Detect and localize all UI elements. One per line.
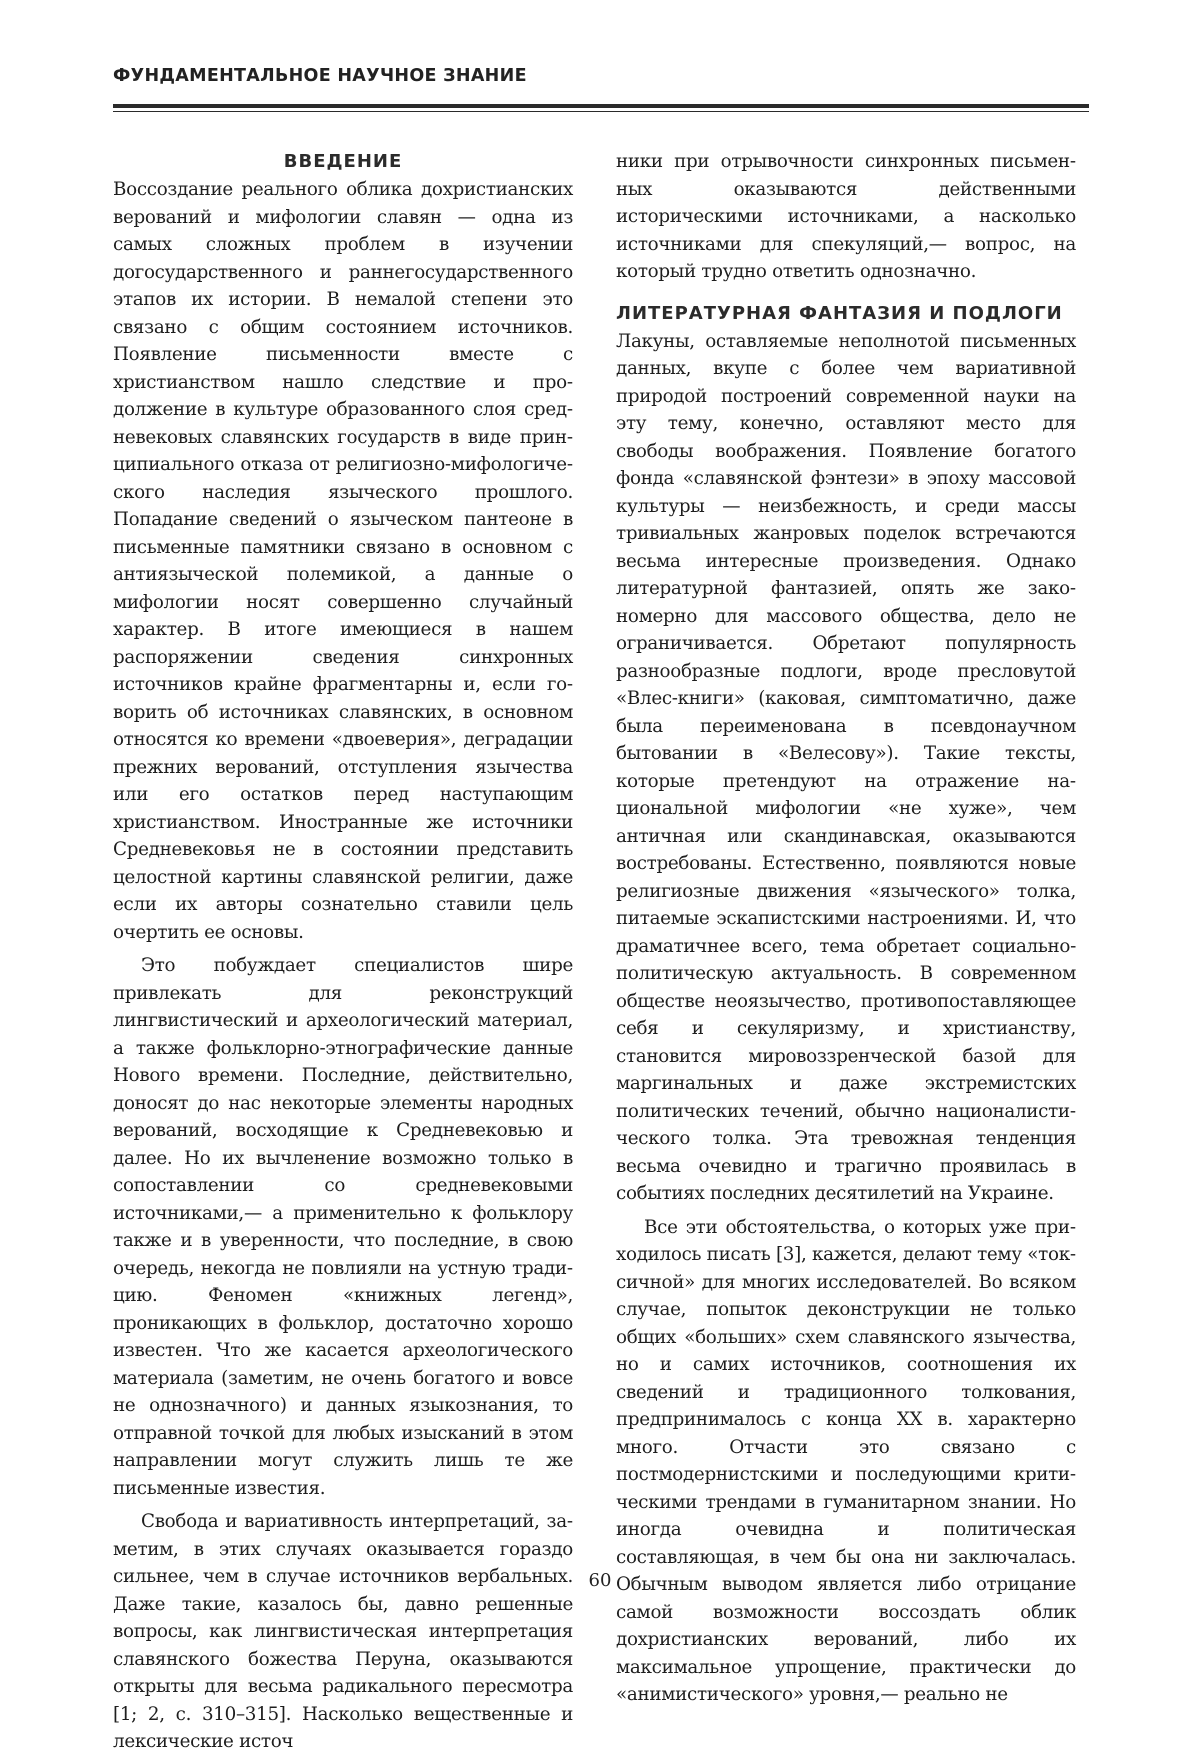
paragraph: Лакуны, оставляемые неполнотой письменных данных, вкупе с более чем вариативной природой построений современной науки на эту тему, конечно, оставляют место для свободы воображения. Появление богатого фонда «славянской фэнтези» в эпоху массовой культуры — неизбежность, и среди массы тривиальных жанровых поделок встречаются весьма интересные произведения. Однако литературной фантазией, опять же закономерно для массового общества, дело не ограничивается. Обретают популярность разнообразные подлоги, вроде пресловутой «Влес-книги» (каковая, симптоматично, даже была переименована в псевдонаучном бытовании в «Велесову»). Такие тексты, которые претендуют на отражение национальной мифологии «не хуже», чем античная или скандинавская, оказываются востребованы. Естественно, появляются новые религиозные движения «языческого» толка, питаемые эскапистскими настроениями. И, что драматичнее всего, тема обретает социально-политическую актуальность. В современном обществе неоязычество, противопоставляющее себя и секуляризму, и христианству, становится мировоззренческой базой для маргинальных и даже экстремистских политических течений, обычно националистического толка. Эта тревожная тенденция весьма очевидно и трагично проявилась в событиях последних десятилетий на Украине. (616, 330, 1076, 1204)
running-head: ФУНДАМЕНТАЛЬНОЕ НАУЧНОЕ ЗНАНИЕ (113, 66, 527, 86)
section-heading-literary-fantasy: ЛИТЕРАТУРНАЯ ФАНТАЗИЯ И ПОДЛОГИ (616, 302, 1063, 324)
header-rule-thick (113, 104, 1089, 108)
paragraph: Это побуждает специалистов шире привлекать для реконструкций лингвистический и археологический материал, а также фольклорно-этнографические данные Нового времени. Последние, действительно, доносят до нас некоторые элементы народных верований, восходящие к Средневековью и далее. Но их вычленение возможно только в сопоставлении со средневековыми источниками,— а применительно к фольклору также и в уверенности, что последние, в свою очередь, некогда не повлияли на устную традицию. Феномен «книжных легенд», проникающих в фольклор, достаточно хорошо известен. Что же касается археологического материала (заметим, не очень богатого и вовсе не однозначного) и данных языкознания, то отправной точкой для любых изысканий в этом направлении могут служить лишь те же письменные известия. (113, 955, 573, 1499)
paragraph: Свобода и вариативность интерпретаций, заметим, в этих случаях оказывается гораздо сильнее, чем в случае источников вербальных. Даже такие, казалось бы, давно решенные вопросы, как лингвистическая интерпретация славянского божества Перуна, оказываются открыты для весьма радикального пересмотра [1; 2, с. 310–315]. Насколько вещественные и лексические источ (113, 1511, 573, 1752)
paragraph: Все эти обстоятельства, о которых уже приходилось писать [3], кажется, делают тему «токсичной» для многих исследователей. Во всяком случае, попыток деконструкции не только общих «больших» схем славянского язычества, но и самих источников, соотношения их сведений и традиционного толкования, предпринималось с конца XX в. характерно много. Отчасти это связано с постмодернистскими и последующими критическими трендами в гуманитарном знании. Но иногда очевидна и политическая составляющая, в чем бы она ни заключалась. Обычным выводом является либо отрицание самой возможности воссоздать облик дохристианских верований, либо их максимальное упрощение, практически до «анимистического» уровня,— реально не (616, 1216, 1077, 1705)
right-column (616, 148, 1076, 1709)
paragraph: Воссоздание реального облика дохристианских верований и мифологии славян — одна из самых сложных проблем в изучении догосударственного и раннегосударственного этапов их истории. В немалой степени это связано с общим состоянием источников. Появление письменности вместе с христианством нашло следствие и продолжение в культуре образованного слоя средневековых славянских государств в виде принципиального отказа от религиозно-мифологического наследия языческого прошлого. Попадание сведений о языческом пантеоне в письменные памятники связано в основном с антиязыческой полемикой, а данные о мифологии носят совершенно случайный характер. В итоге имеющиеся в нашем распоряжении сведения синхронных источников крайне фрагментарны и, если говорить об источниках славянских, в основном относятся ко времени «двоеверия», деградации прежних верований, отступления язычества или его остатков перед наступающим христианством. Иностранные же источники Средневековья не в состоянии представить целостной картины славянской религии, даже если их авторы сознательно ставили цель очертить ее основы. (113, 179, 573, 943)
section-heading-introduction: ВВЕДЕНИЕ (283, 151, 403, 172)
page-number: 60 (588, 1570, 612, 1591)
header-rule-thin (113, 111, 1089, 112)
paragraph-continued: ники при отрывочности синхронных письменных оказываются действенными историческими источниками, а насколько источниками для спекуляций,— вопрос, на который трудно ответить однозначно. (616, 151, 1076, 282)
left-column (113, 148, 573, 1756)
